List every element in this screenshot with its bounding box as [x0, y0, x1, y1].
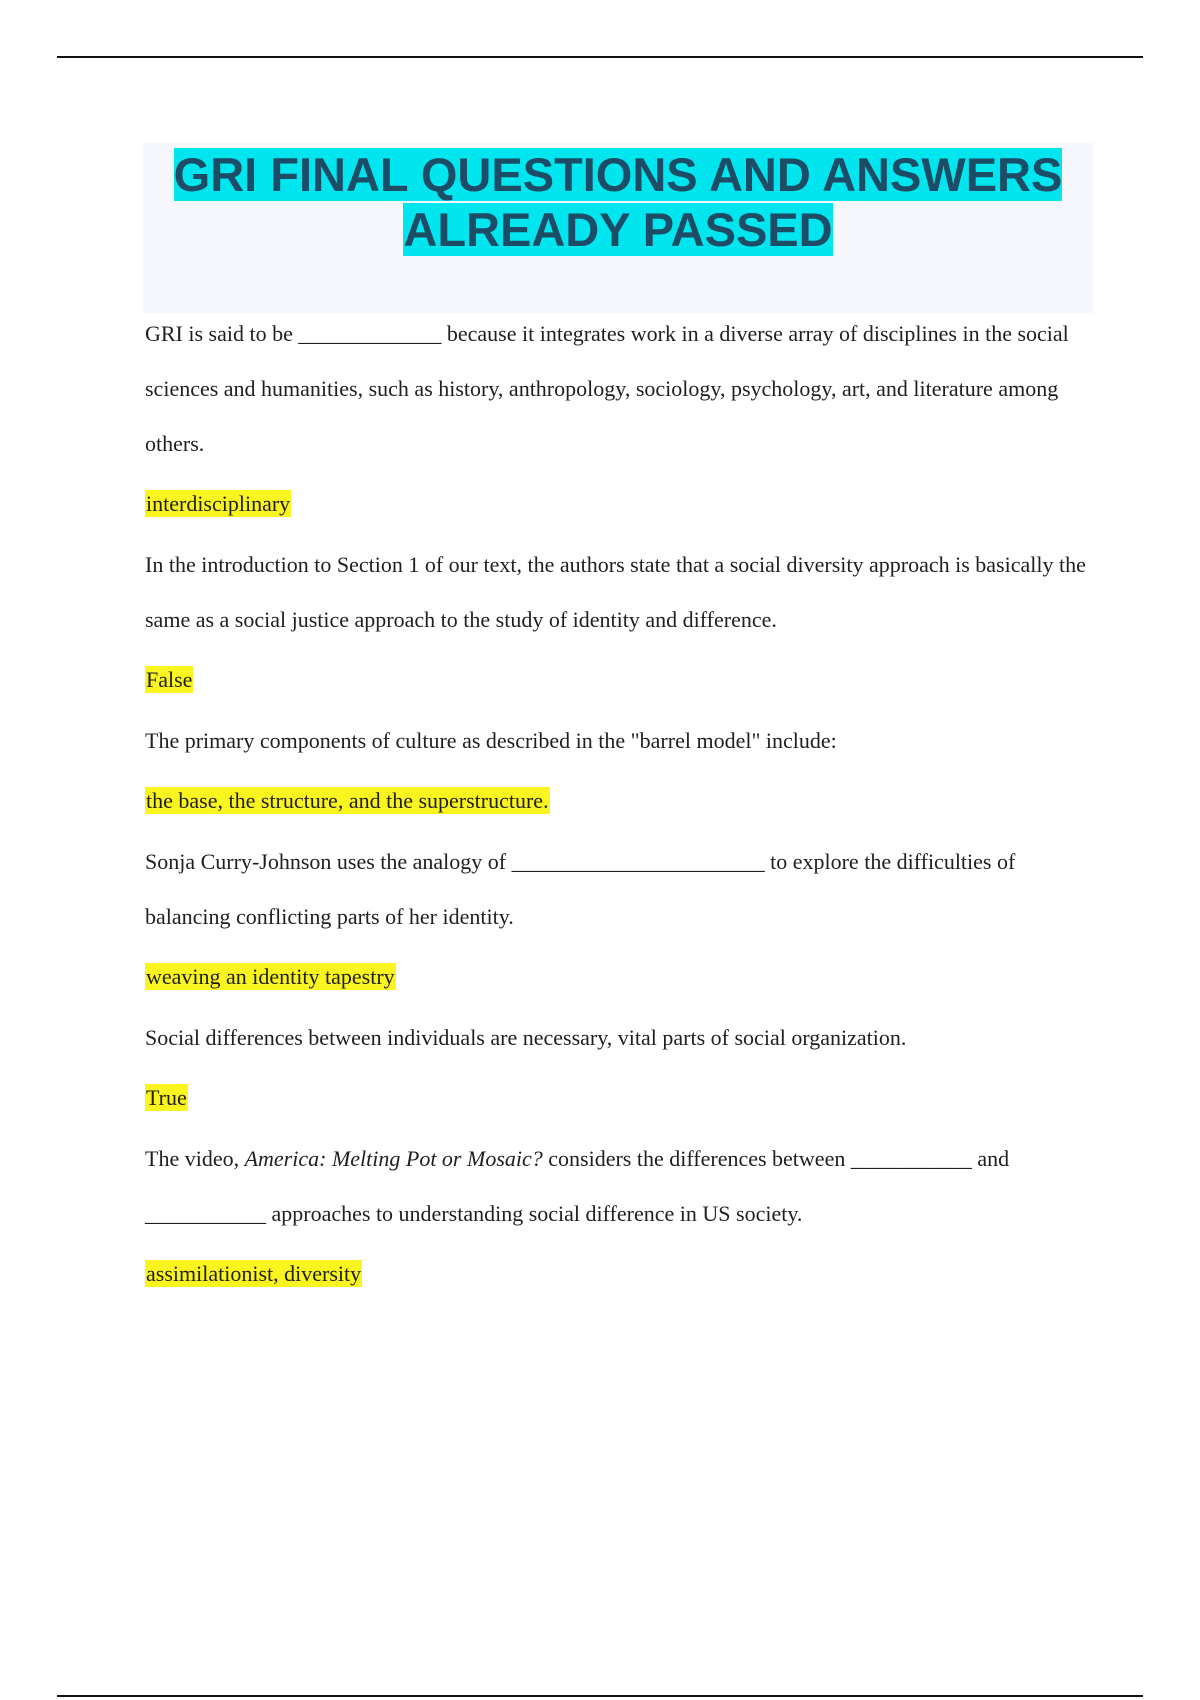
footer-rule: [57, 1695, 1143, 1697]
question-6: [145, 1131, 1095, 1241]
answer-5: True: [146, 1085, 187, 1110]
answer-1: interdisciplinary: [146, 491, 291, 516]
header-rule: [57, 56, 1143, 58]
answer-2: False: [146, 667, 193, 692]
answer-4: weaving an identity tapestry: [146, 964, 395, 989]
answer-6: assimilationist, diversity: [146, 1261, 362, 1286]
question-2: In the introduction to Section 1 of our text, the authors state that a social diversity approach is basically the same as a social justice approach to the study of identity and difference.: [145, 552, 1086, 632]
document-title-line-2: ALREADY PASSED: [403, 203, 833, 256]
question-1: GRI is said to be _____________ because it integrates work in a diverse array of disciplines in the social sciences and humanities, such as history, anthropology, sociology, psychology, art, and literature among others.: [145, 321, 1069, 456]
question-4: Sonja Curry-Johnson uses the analogy of _______________________ to explore the difficulties of balancing conflicting parts of her identity.: [145, 849, 1016, 929]
video-title: America: Melting Pot or Mosaic?: [244, 1146, 543, 1171]
answer-3: the base, the structure, and the superstructure.: [146, 788, 549, 813]
document-title-line-1: GRI FINAL QUESTIONS AND ANSWERS: [173, 148, 1063, 201]
question-6-text-before: The video,: [145, 1146, 245, 1171]
question-6-text-after: considers the differences between ___________ and ___________ approaches to understanding social difference in US society.: [145, 1146, 1010, 1226]
question-5: Social differences between individuals are necessary, vital parts of social organization.: [145, 1025, 907, 1050]
qa-list: [145, 306, 1095, 1307]
question-3: The primary components of culture as described in the "barrel model" include:: [145, 728, 837, 753]
title-block: [143, 143, 1093, 313]
